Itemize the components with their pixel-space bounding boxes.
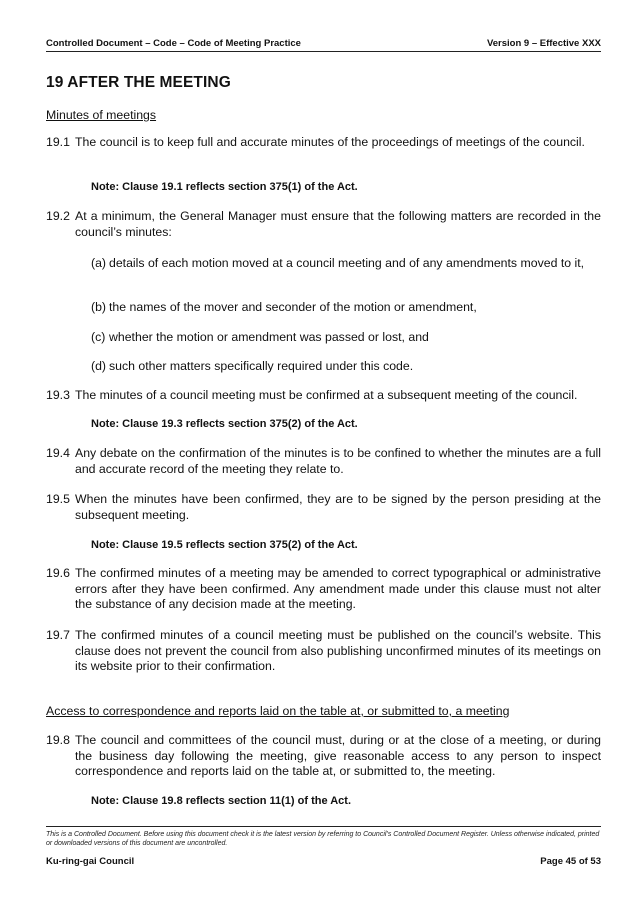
clause-number: 19.1 <box>46 135 70 149</box>
clause-number: 19.4 <box>46 446 70 460</box>
footer-page-number: Page 45 of 53 <box>540 856 601 867</box>
subitem-label: (d) <box>91 359 107 373</box>
clause-number: 19.7 <box>46 628 70 642</box>
clause-number: 19.8 <box>46 733 70 747</box>
clause-text: The council is to keep full and accurate minutes of the proceedings of meetings of the council. <box>75 135 585 149</box>
clause-text: When the minutes have been confirmed, they are to be signed by the person presiding at the subsequent meeting. <box>75 492 601 522</box>
clause-19-6 <box>46 566 601 613</box>
clause-text: Any debate on the confirmation of the minutes is to be confined to whether the minutes are a full and accurate record of the meeting they relate to. <box>75 446 601 476</box>
clause-number: 19.2 <box>46 209 70 223</box>
clause-19-1 <box>46 135 601 151</box>
clause-19-7 <box>46 628 601 675</box>
header-document-title: Controlled Document – Code – Code of Meeting Practice <box>46 38 301 49</box>
clause-number: 19.5 <box>46 492 70 506</box>
header-version: Version 9 – Effective XXX <box>486 38 601 49</box>
clause-19-4 <box>46 446 601 477</box>
subitem-text: such other matters specifically required under this code. <box>109 359 414 373</box>
page-footer <box>46 856 601 867</box>
clause-text: The council and committees of the council must, during or at the close of a meeting, or during the business day following the meeting, give reasonable access to any person to inspect correspondence and reports laid on the table at, or submitted to, the meeting. <box>75 733 601 778</box>
subitem-text: whether the motion or amendment was passed or lost, and <box>109 330 429 344</box>
footer-divider <box>46 826 601 827</box>
clause-19-8 <box>46 733 601 780</box>
clause-text: The minutes of a council meeting must be confirmed at a subsequent meeting of the council. <box>75 388 578 402</box>
controlled-document-disclaimer: This is a Controlled Document. Before using this document check it is the latest version by referring to Council’s Controlled Document Register. Unless otherwise indicated, printed or downloaded versions of this document are uncontrolled. <box>46 831 600 847</box>
clause-text: The confirmed minutes of a council meeting must be published on the council’s website. This clause does not prevent the council from also publishing unconfirmed minutes of its meetings on its website prior to their confirmation. <box>75 628 601 673</box>
clause-19-3 <box>46 388 601 404</box>
section-title: 19 AFTER THE MEETING <box>46 74 231 91</box>
clause-number: 19.3 <box>46 388 70 402</box>
subheading-access: Access to correspondence and reports laid on the table at, or submitted to, a meeting <box>46 704 510 718</box>
subitem-label: (a) <box>91 256 107 270</box>
subitem-text: details of each motion moved at a council meeting and of any amendments moved to it, <box>109 256 585 270</box>
footer-organisation: Ku-ring-gai Council <box>46 856 135 867</box>
subitem-a <box>91 256 601 272</box>
clause-19-2 <box>46 209 601 240</box>
page-header <box>46 38 601 52</box>
subitem-d <box>91 359 601 375</box>
clause-19-5 <box>46 492 601 523</box>
subitem-text: the names of the mover and seconder of the motion or amendment, <box>109 300 477 314</box>
subheading-minutes: Minutes of meetings <box>46 108 157 122</box>
subitem-c <box>91 330 601 346</box>
note-19-3: Note: Clause 19.3 reflects section 375(2) of the Act. <box>91 418 358 430</box>
clause-text: The confirmed minutes of a meeting may be amended to correct typographical or administrative errors after they have been confirmed. Any amendment made under this clause must not alter the substance of any decision made at the meeting. <box>75 566 601 611</box>
subitem-b <box>91 300 601 316</box>
subitem-label: (b) <box>91 300 107 314</box>
clause-text: At a minimum, the General Manager must ensure that the following matters are recorded in the council’s minutes: <box>75 209 601 239</box>
note-19-5: Note: Clause 19.5 reflects section 375(2) of the Act. <box>91 539 358 551</box>
clause-number: 19.6 <box>46 566 70 580</box>
note-19-1: Note: Clause 19.1 reflects section 375(1) of the Act. <box>91 181 358 193</box>
note-19-8: Note: Clause 19.8 reflects section 11(1) of the Act. <box>91 795 352 807</box>
subitem-label: (c) <box>91 330 106 344</box>
